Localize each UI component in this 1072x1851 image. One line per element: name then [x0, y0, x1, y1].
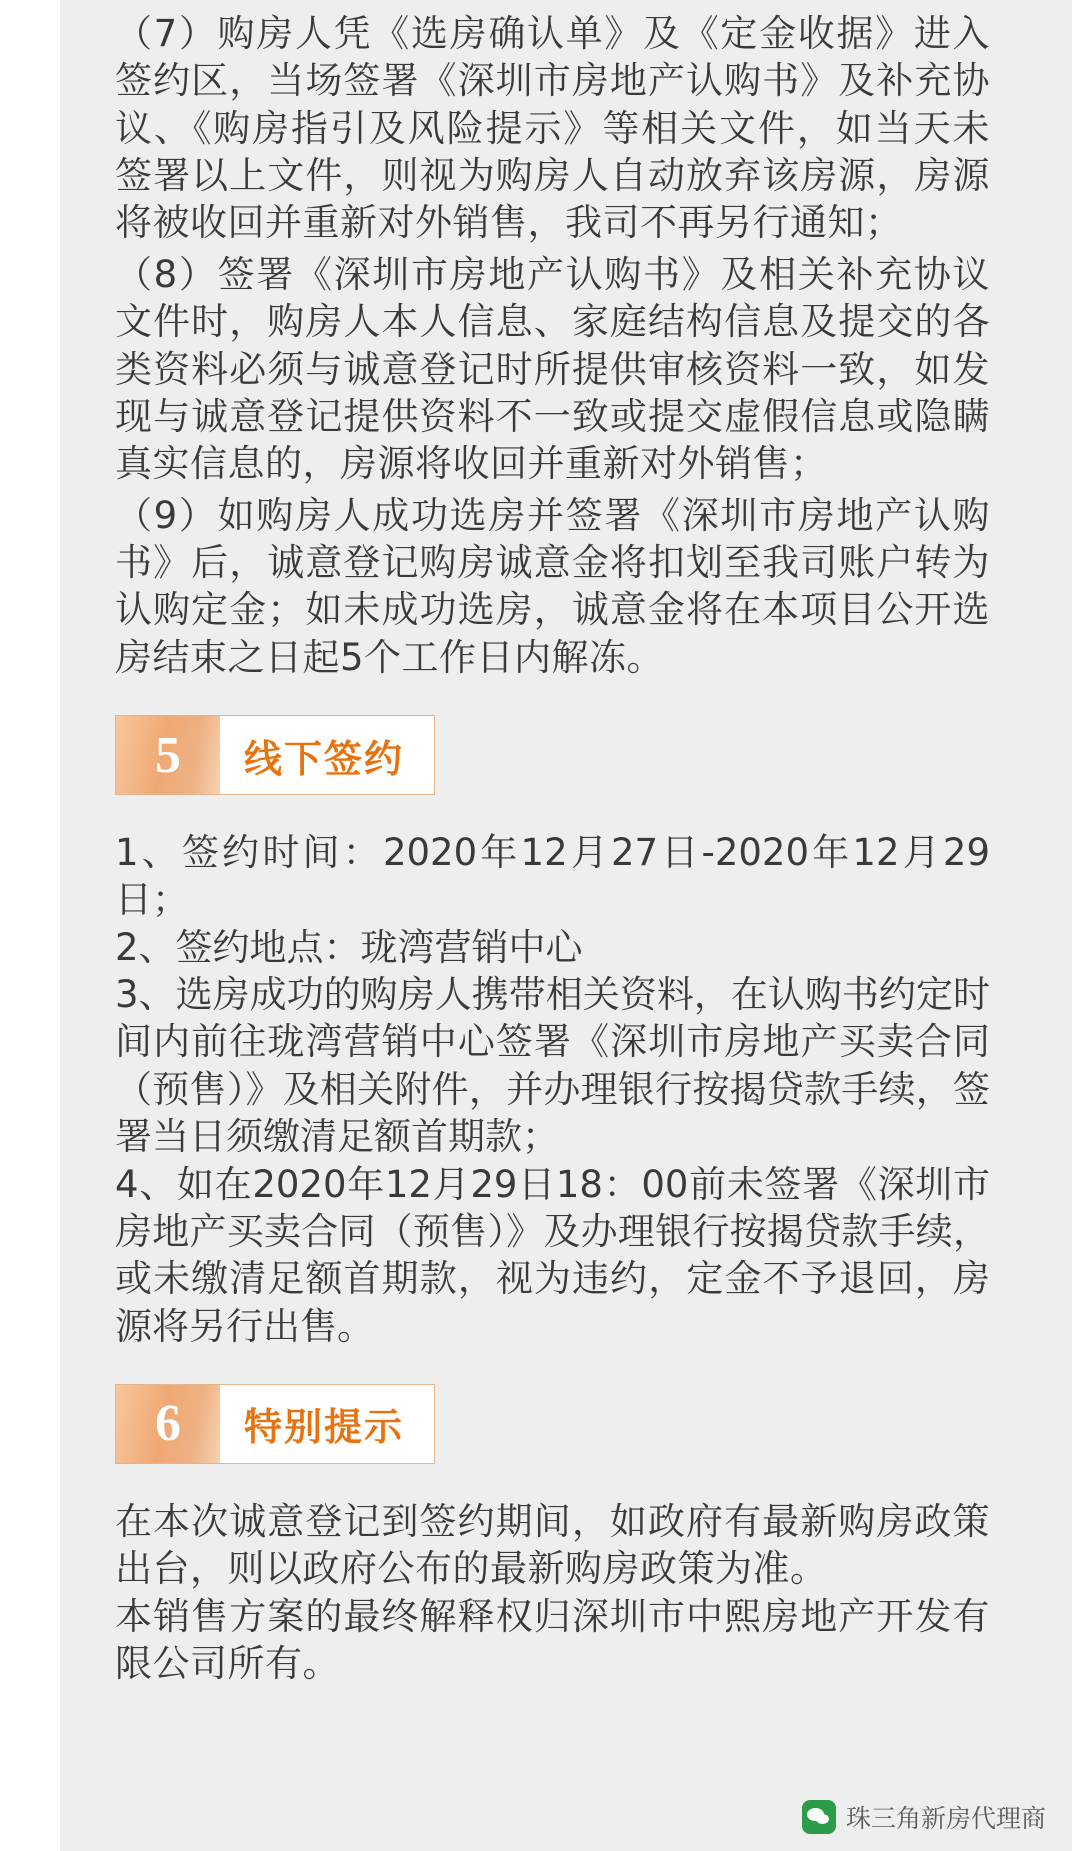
section-6-body-spacer	[60, 1464, 1060, 1498]
top-spacer	[60, 0, 1060, 10]
clause-9-paragraph: （9）如购房人成功选房并签署《深圳市房地产认购书》后，诚意登记购房诚意金将扣划至我司账户转为认购定金；如未成功选房，诚意金将在本项目公开选房结束之日起5个工作日内解冻。	[115, 493, 990, 679]
section-number-badge-6: 6	[116, 1385, 220, 1463]
signing-item-1: 1、签约时间：2020年12月27日-2020年12月29日；	[115, 831, 990, 922]
section-header-special-notice	[115, 1384, 435, 1464]
signing-item-2: 2、签约地点：珑湾营销中心	[115, 925, 583, 969]
section-title-text-6: 特别提示	[244, 1405, 405, 1450]
signing-item-3: 3、选房成功的购房人携带相关资料，在认购书约定时间内前往珑湾营销中心签署《深圳市房地产买卖合同（预售）》及相关附件，并办理银行按揭贷款手续，签署当日须缴清足额首期款；	[115, 973, 990, 1159]
section-title-text: 线下签约	[244, 736, 405, 781]
signing-item-4: 4、如在2020年12月29日18：00前未签署《深圳市房地产买卖合同（预售）》及办理银行按揭贷款手续，或未缴清足额首期款，视为违约，定金不予退回，房源将另行出售。	[115, 1162, 990, 1348]
section-header-offline-signing	[115, 715, 435, 795]
watermark-label: 珠三角新房代理商	[845, 1804, 1046, 1833]
bottom-spacer	[60, 1687, 1060, 1739]
notice-paragraph-1: 在本次诚意登记到签约期间，如政府有最新购房政策出台，则以政府公布的最新购房政策为准。	[115, 1499, 990, 1591]
clause-7-paragraph: （7）购房人凭《选房确认单》及《定金收据》进入签约区，当场签署《深圳市房地产认购书》及补充协议、《购房指引及风险提示》等相关文件，如当天未签署以上文件，则视为购房人自动放弃该房源，房源将被收回并重新对外销售，我司不再另行通知；	[115, 12, 990, 245]
right-margin-strip	[1060, 0, 1072, 1851]
clause-8-paragraph: （8）签署《深圳市房地产认购书》及相关补充协议文件时，购房人本人信息、家庭结构信息及提交的各类资料必须与诚意登记时所提供审核资料一致，如发现与诚意登记提供资料不一致或提交虚假信息或隐瞒真实信息的，房源将收回并重新对外销售；	[115, 252, 990, 486]
wechat-icon	[802, 1800, 836, 1834]
document-content	[60, 0, 1060, 1739]
section-6-spacer	[60, 1350, 1060, 1384]
left-margin-strip	[0, 0, 60, 1851]
section-5-body-spacer	[60, 795, 1060, 829]
watermark	[802, 1799, 1046, 1835]
section-number-badge: 5	[116, 716, 220, 794]
notice-paragraph-2: 本销售方案的最终解释权归深圳市中熙房地产开发有限公司所有。	[115, 1594, 990, 1686]
section-5-spacer	[60, 681, 1060, 715]
